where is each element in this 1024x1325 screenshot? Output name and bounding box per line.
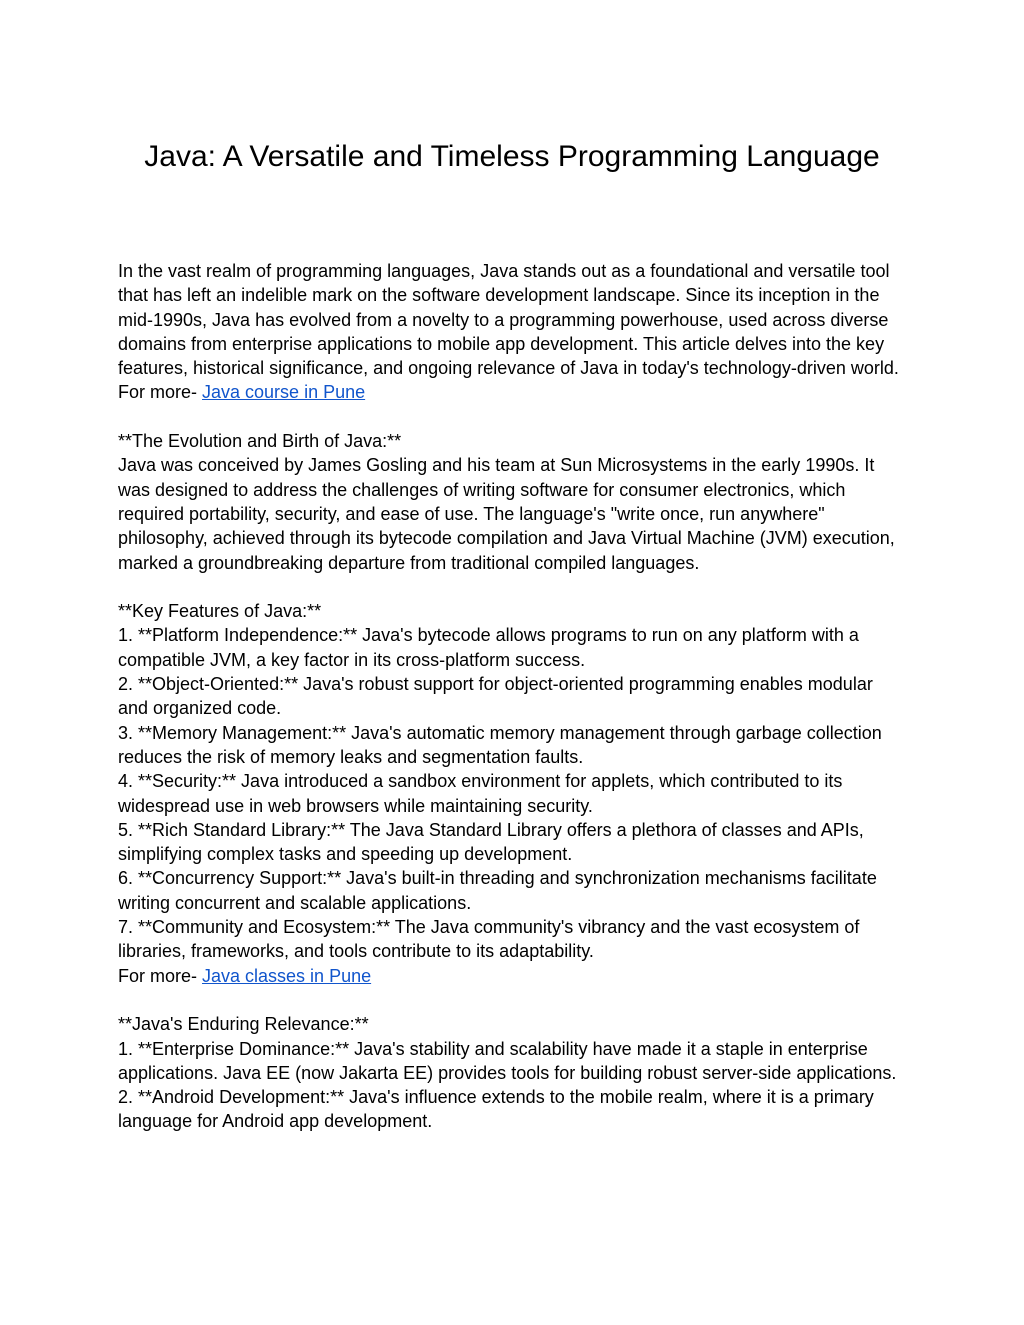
list-item: 3. **Memory Management:** Java's automatic memory management through garbage collection reduces the risk of memory leaks and segmentation faults. [118,722,882,767]
list-item: 2. **Android Development:** Java's influence extends to the mobile realm, where it is a primary language for Android app development. [118,1087,874,1132]
list-item: 1. **Enterprise Dominance:** Java's stability and scalability have made it a staple in enterprise applications. Java EE (now Jakarta EE) provides tools for building robust server-side applications. [118,1038,897,1083]
list-item: 1. **Platform Independence:** Java's bytecode allows programs to run on any platform with a compatible JVM, a key factor in its cross-platform success. [118,625,859,670]
intro-for-more-line [118,380,907,404]
list-item: 7. **Community and Ecosystem:** The Java community's vibrancy and the vast ecosystem of libraries, frameworks, and tools contribute to its adaptability. [118,917,860,962]
article-body [118,259,907,1134]
for-more-label: For more- [118,382,203,403]
java-classes-in-pune-link[interactable]: Java classes in Pune [202,965,372,986]
intro-section [118,259,907,405]
key-features-section [118,599,907,988]
enduring-relevance-section [118,1012,907,1133]
list-item: 6. **Concurrency Support:** Java's built-in threading and synchronization mechanisms facilitate writing concurrent and scalable applications. [118,868,877,913]
key-features-for-more-line [118,964,907,988]
intro-paragraph: In the vast realm of programming languages, Java stands out as a foundational and versatile tool that has left an indelible mark on the software development landscape. Since its inception in the mid-1990s, Java has evolved from a novelty to a programming powerhouse, used across diverse domains from enterprise applications to mobile app development. This article delves into the key features, historical significance, and ongoing relevance of Java in today's technology-driven world. [118,261,899,379]
for-more-label: For more- [118,965,203,986]
page-title: Java: A Versatile and Timeless Programming Language [144,140,880,174]
evolution-paragraph: Java was conceived by James Gosling and his team at Sun Microsystems in the early 1990s. It was designed to address the challenges of writing software for consumer electronics, which required portability, security, and ease of use. The language's "write once, run anywhere" philosophy, achieved through its bytecode compilation and Java Virtual Machine (JVM) execution, marked a groundbreaking departure from traditional compiled languages. [118,455,895,573]
key-features-heading: **Key Features of Java:** [118,601,322,622]
list-item: 2. **Object-Oriented:** Java's robust support for object-oriented programming enables modular and organized code. [118,674,873,719]
enduring-relevance-heading: **Java's Enduring Relevance:** [118,1014,369,1035]
list-item: 5. **Rich Standard Library:** The Java Standard Library offers a plethora of classes and APIs, simplifying complex tasks and speeding up development. [118,819,864,865]
evolution-heading: **The Evolution and Birth of Java:** [118,431,402,452]
evolution-section [118,429,907,575]
list-item: 4. **Security:** Java introduced a sandbox environment for applets, which contributed to its widespread use in web browsers while maintaining security. [118,771,843,816]
java-course-in-pune-link[interactable]: Java course in Pune [202,382,366,403]
